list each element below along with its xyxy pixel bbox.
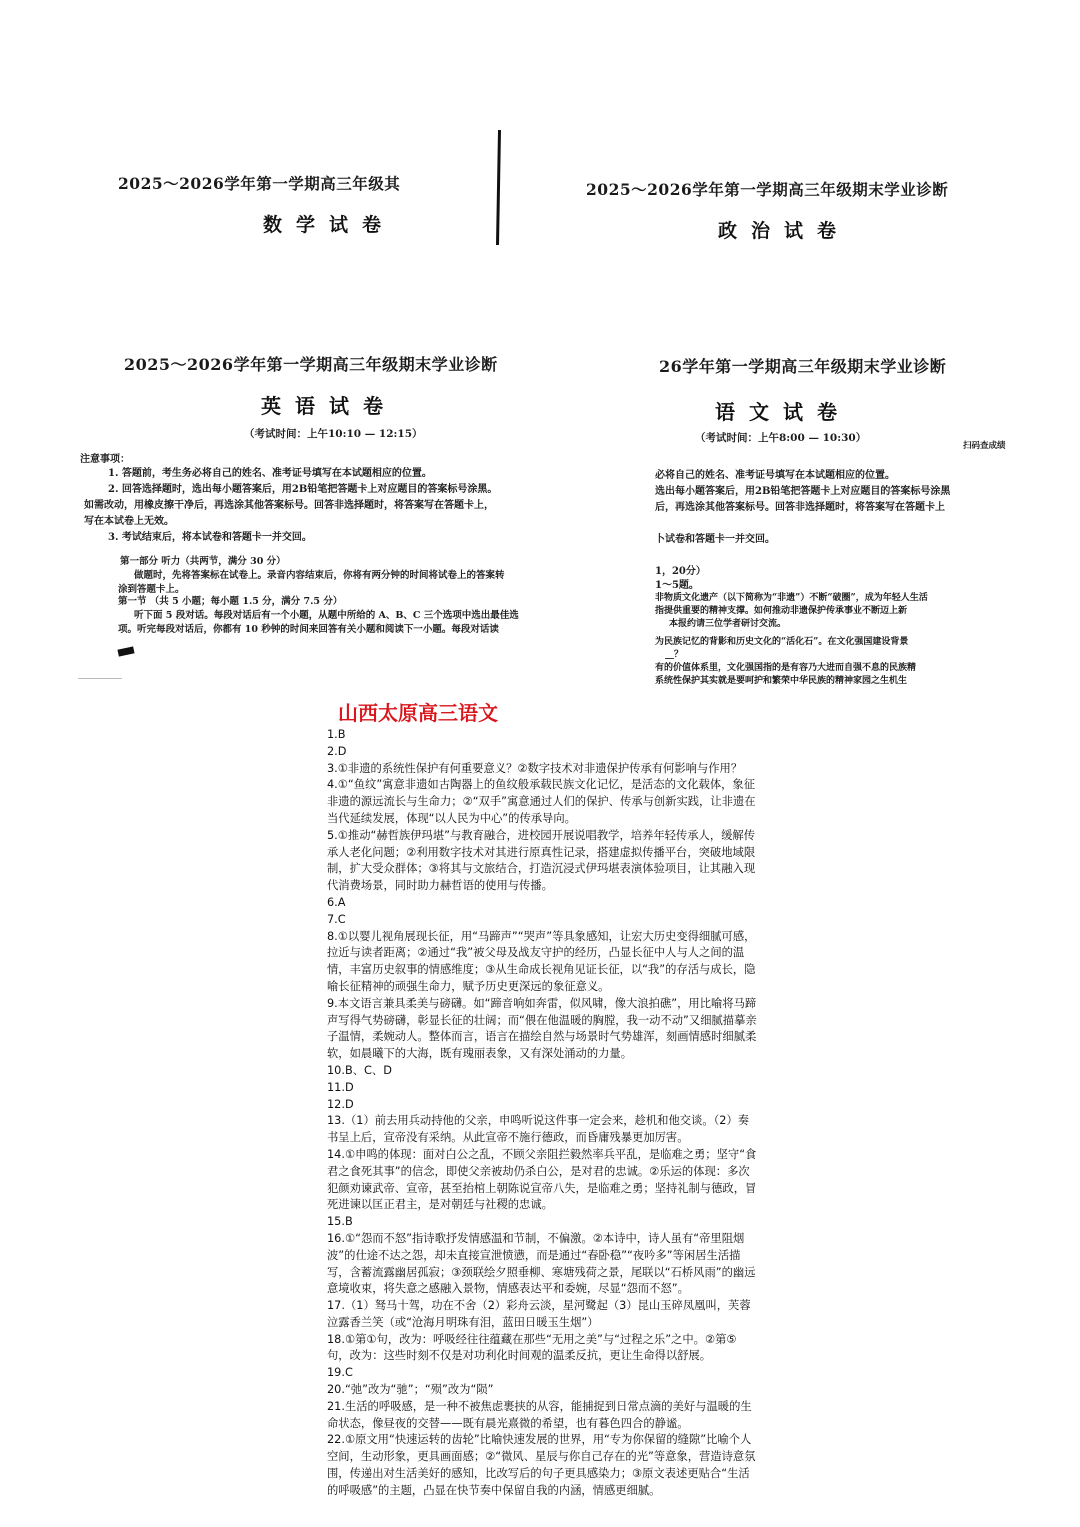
chinese-notice-line: 非物质文化遗产（以下简称为“非遗”）不断“破圈”，成为年轻人生活 bbox=[655, 593, 928, 603]
math-exam-scan bbox=[100, 150, 425, 260]
answer-item: 15.B bbox=[327, 1215, 353, 1229]
chinese-notice-line: 卜试卷和答题卡一并交回。 bbox=[655, 534, 775, 545]
english-section-line: 第一节 （共 5 小题；每小题 1.5 分，满分 7.5 分） bbox=[118, 596, 343, 607]
answer-key-list bbox=[327, 727, 757, 1500]
scan-smudge bbox=[117, 646, 134, 656]
english-exam-scan bbox=[78, 340, 610, 680]
answer-item: 14.①申鸣的体现：面对白公之乱，不顾父亲阻拦毅然率兵平乱，是临难之勇；坚守“食君之食死其事”的信念，即使父亲被劫仍杀白公，是对君的忠诚。②乐运的体现：多次犯颜劝谏武帝、宣帝，甚至抬棺上朝陈说宣帝八失，是临难之勇；坚持礼制与德政，冒死进谏以匡正君主，是对朝廷与社稷的忠诚。 bbox=[327, 1147, 757, 1212]
english-notice-heading: 注意事项： bbox=[80, 454, 130, 465]
answer-item: 13.（1）前去用兵动持他的父亲，申鸣听说这件事一定会来，趁机和他交谈。（2）奏书呈上后，宣帝没有采纳。从此宣帝不施行德政，而昏庸残暴更加厉害。 bbox=[327, 1114, 750, 1145]
chinese-qr-note: 扫码查成绩 bbox=[963, 441, 1006, 451]
chinese-notice-line: 系统性保护其实就是要呵护和繁荣中华民族的精神家园之生机生 bbox=[655, 676, 908, 685]
english-exam-title: 2025～2026学年第一学期高三年级期末学业诊断 bbox=[124, 355, 498, 374]
chinese-exam-subject: 语文试卷 bbox=[715, 400, 851, 424]
math-exam-subject: 数学试卷 bbox=[263, 214, 396, 236]
answer-item: 10.B、C、D bbox=[327, 1063, 392, 1077]
chinese-notice-line: 选出每小题答案后，用2B铅笔把答题卡上对应题目的答案标号涂黑 bbox=[655, 486, 951, 497]
answer-item: 4.①“鱼纹”寓意非遗如古陶器上的鱼纹般承载民族文化记忆，是活态的文化载体，象征非遗的源远流长与生命力；②“双手”寓意通过人们的保护、传承与创新实践，让非遗在当代延续发展，体现“以人民为中心”的传承导向。 bbox=[327, 778, 756, 825]
politics-exam-scan bbox=[560, 160, 1030, 270]
english-notice-line: 3. 考试结束后，将本试卷和答题卡一并交回。 bbox=[108, 532, 312, 543]
answer-item: 5.①推动“赫哲族伊玛堪”与教育融合，进校园开展说唱教学，培养年轻传承人，缓解传承人老化问题；②利用数字技术对其进行原真性记录，搭建虚拟传播平台，突破地域限制，扩大受众群体；③将其与文旅结合，打造沉浸式伊玛堪表演体验项目，让其融入现代消费场景，同时助力赫哲语的使用与传播。 bbox=[327, 828, 756, 893]
chinese-notice-line: 为民族记忆的背影和历史文化的“活化石”。在文化强国建设背景 bbox=[655, 637, 909, 647]
math-exam-title: 2025～2026学年第一学期高三年级其 bbox=[118, 174, 401, 193]
english-section-line: 听下面 5 段对话。每段对话后有一个小题，从题中所给的 A、B、C 三个选项中选出最佳选 bbox=[134, 610, 519, 621]
answer-item: 17.（1）驽马十驾，功在不舍（2）彩舟云淡，星河鹭起（3）昆山玉碎凤凰叫，芙蓉泣露香兰笑（或“沧海月明珠有泪，蓝田日暖玉生烟”） bbox=[327, 1299, 751, 1329]
answer-item: 6.A bbox=[327, 895, 346, 909]
english-exam-subject: 英语试卷 bbox=[261, 394, 397, 418]
english-notice-line: 1. 答题前，考生务必将自己的姓名、准考证号填写在本试题相应的位置。 bbox=[108, 468, 432, 479]
answer-item: 16.①“怨而不怒”指诗歌抒发情感温和节制，不偏激。②本诗中，诗人虽有“帝里阻烟波”的仕途不达之怨，却未直接宣泄愤懑，而是通过“春卧稳”“夜吟多”等闲居生活描写，含蓄流露幽居孤寂；③颈联绘夕照垂柳、寒塘残荷之景，尾联以“石桥风雨”的幽远意境收束，将失意之感融入景物，情感表达平和委婉，尽显“怨而不怒”。 bbox=[327, 1231, 756, 1296]
chinese-notice-line: 本报约请三位学者研讨交流。 bbox=[669, 619, 787, 629]
chinese-notice-line: 必将自己的姓名、准考证号填写在本试题相应的位置。 bbox=[655, 470, 895, 481]
english-section-line: 第一部分 听力（共两节，满分 30 分） bbox=[120, 556, 286, 567]
answer-item: 18.①第①句，改为：呼吸经往往蕴藏在那些“无用之美”与“过程之乐”之中。②第⑤句，改为：这些时刻不仅是对功利化时间观的温柔反抗，更让生命得以舒展。 bbox=[327, 1332, 737, 1363]
answer-item: 7.C bbox=[327, 912, 346, 926]
chinese-exam-scan bbox=[655, 340, 1035, 685]
answer-item: 22.①原文用“快速运转的齿轮”比喻快速发展的世界，用“专为你保留的缝隙”比喻个人空间，生动形象，更具画面感；②“微风、星辰与你自己存在的光”等意象，营造诗意氛围，传递出对生活美好的感知，比改写后的句子更具感染力；③原文表述更贴合“生活的呼吸感”的主题，凸显在快节奏中保留自我的内涵，情感更细腻。 bbox=[327, 1433, 756, 1497]
politics-exam-title: 2025～2026学年第一学期高三年级期末学业诊断 bbox=[586, 180, 949, 199]
answer-item: 19.C bbox=[327, 1366, 353, 1380]
politics-exam-subject: 政治试卷 bbox=[718, 220, 851, 242]
scan-divider-line bbox=[496, 130, 501, 245]
english-section-line: 涂到答题卡上。 bbox=[118, 584, 185, 595]
answer-item: 12.D bbox=[327, 1097, 354, 1111]
answer-item: 21.生活的呼吸感，是一种不被焦虑裹挟的从容，能捕捉到日常点滴的美好与温暖的生命状态，像昼夜的交替——既有晨光熹微的希望，也有暮色四合的静谧。 bbox=[327, 1399, 752, 1430]
english-section-line: 做题时，先将答案标在试卷上。录音内容结束后，你将有两分钟的时间将试卷上的答案转 bbox=[134, 570, 505, 581]
answer-item: 9.本文语言兼具柔美与磅礴。如“蹄音响如奔雷，似风啸，像大浪拍礁”，用比喻将马蹄声写得气势磅礴，彰显长征的壮阔；而“偎在他温暖的胸膛，我一动不动”又细腻描摹亲子温情，柔婉动人。整体而言，语言在描绘自然与场景时气势雄浑，刻画情感时细腻柔软，如晨曦下的大海，既有瑰丽表象，又有深处涌动的力量。 bbox=[327, 996, 757, 1061]
chinese-notice-line: 1～5题。 bbox=[655, 580, 699, 591]
answer-item: 11.D bbox=[327, 1080, 354, 1094]
answer-item: 8.①以婴儿视角展现长征，用“马蹄声”“哭声”等具象感知，让宏大历史变得细腻可感，拉近与读者距离；②通过“我”被父母及战友守护的经历，凸显长征中人与人之间的温情，丰富历史叙事的情感维度；③从生命成长视角见证长征，以“我”的存活与成长，隐喻长征精神的顽强生命力，赋予历史更深远的象征意义。 bbox=[327, 929, 756, 993]
answer-item: 20.“弛”改为“驰”；“殒”改为“陨” bbox=[327, 1383, 494, 1397]
english-exam-time: （考试时间：上午10:10 — 12:15） bbox=[244, 428, 423, 440]
chinese-notice-line: 有的价值体系里，文化强国指的是有容乃大进而自强不息的民族精 bbox=[655, 663, 917, 673]
chinese-exam-time: （考试时间：上午8:00 — 10:30） bbox=[695, 432, 867, 444]
chinese-notice-line: 指提供重要的精神支撑。如何推动非遗保护传承事业不断迈上新 bbox=[655, 606, 908, 616]
english-notice-line: 2. 回答选择题时，选出每小题答案后，用2B铅笔把答题卡上对应题目的答案标号涂黑。 bbox=[108, 484, 498, 495]
english-notice-line: 如需改动，用橡皮擦干净后，再选涂其他答案标号。回答非选择题时，将答案写在答题卡上， bbox=[84, 500, 494, 511]
chinese-notice-line: 后，再选涂其他答案标号。回答非选择题时，将答案写在答题卡上 bbox=[655, 502, 945, 513]
answer-key-title: 山西太原高三语文 bbox=[338, 701, 498, 725]
english-notice-line: 写在本试卷上无效。 bbox=[84, 516, 174, 527]
scan-bottom-edge bbox=[78, 678, 122, 679]
answer-item: 2.D bbox=[327, 744, 347, 758]
chinese-notice-line: 1，20分） bbox=[655, 566, 706, 577]
answer-item: 1.B bbox=[327, 728, 346, 741]
chinese-notice-line: __？ bbox=[665, 650, 684, 660]
english-section-line: 项。听完每段对话后，你都有 10 秒钟的时间来回答有关小题和阅读下一小题。每段对话读 bbox=[118, 624, 499, 635]
chinese-exam-title: 26学年第一学期高三年级期末学业诊断 bbox=[659, 357, 947, 376]
answer-item: 3.①非遗的系统性保护有何重要意义？②数字技术对非遗保护传承有何影响与作用？ bbox=[327, 761, 743, 775]
